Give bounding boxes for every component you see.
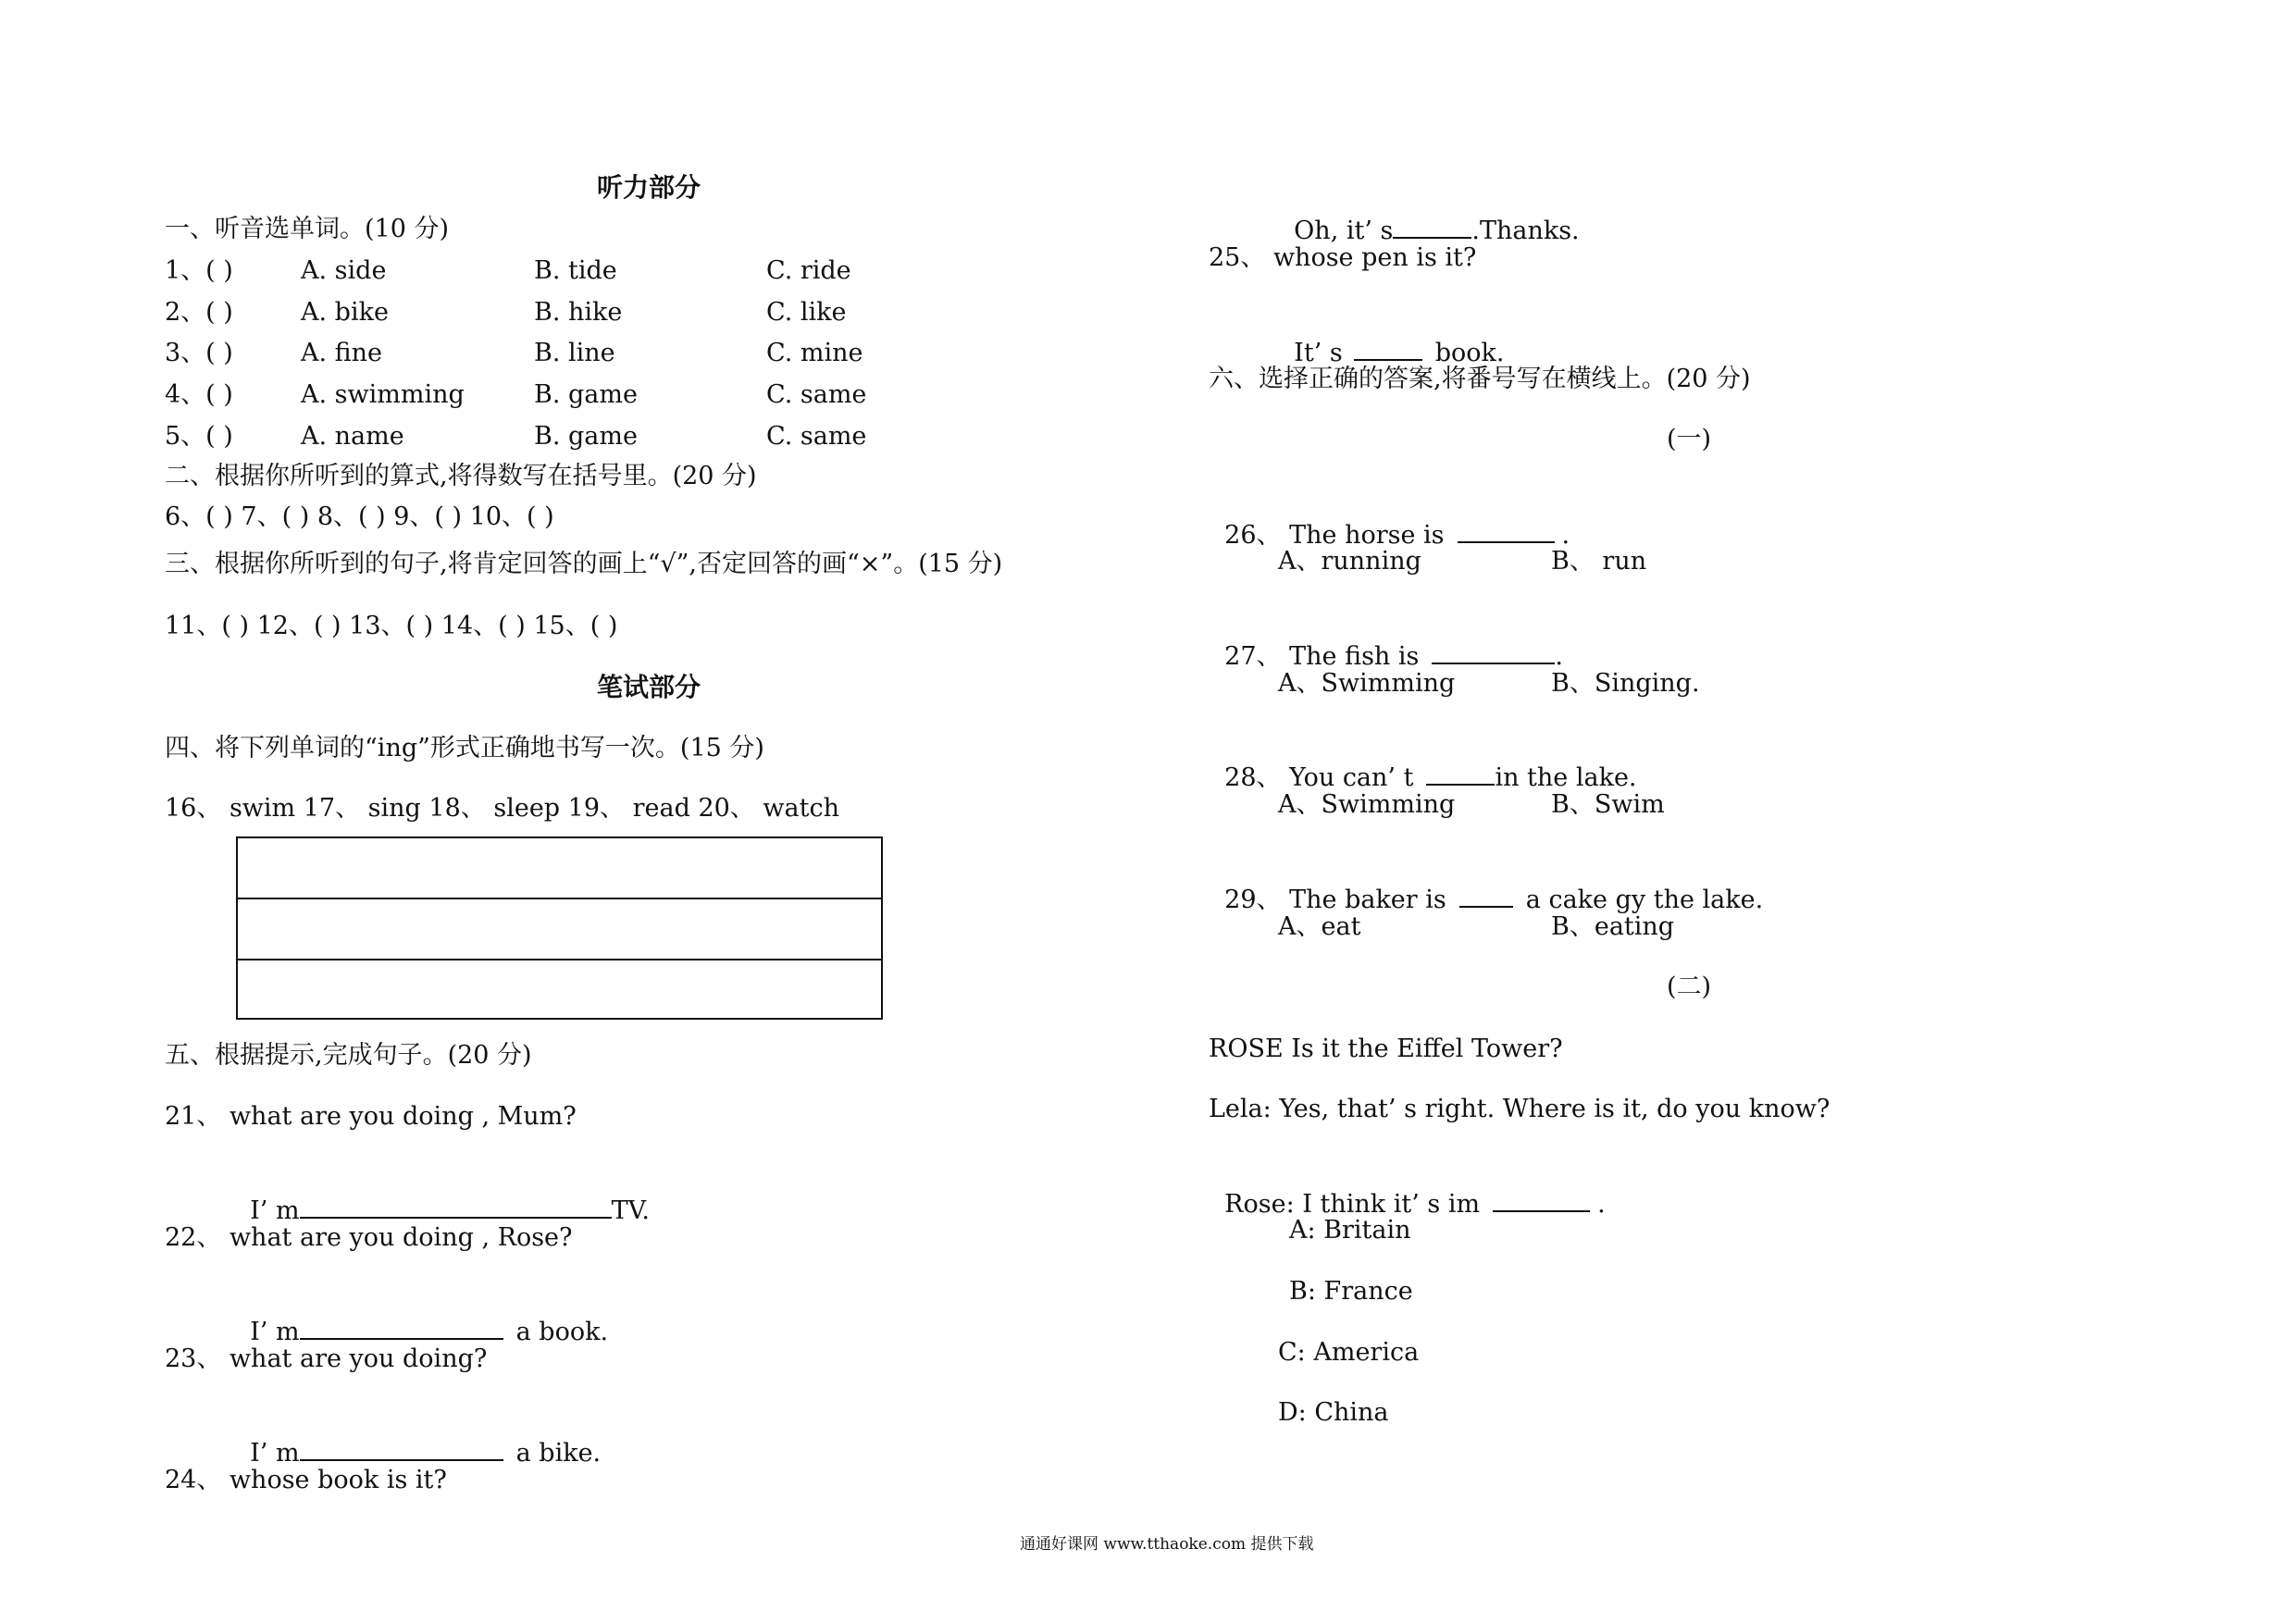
- item-1-option-a: A. side: [301, 256, 387, 285]
- section-4-word-list: 16、 swim 17、 sing 18、 sleep 19、 read 20、 watch: [165, 794, 839, 823]
- question-21: 21、 what are you doing , Mum?: [165, 1102, 577, 1131]
- question-24: 24、 whose book is it?: [165, 1466, 447, 1494]
- item-1-option-c: C. ride: [766, 256, 851, 285]
- answer-21-blank[interactable]: [300, 1193, 612, 1219]
- answer-25-suffix: book.: [1434, 339, 1505, 367]
- question-29-blank[interactable]: [1459, 882, 1513, 908]
- dialogue-option-a: A: Britain: [1289, 1216, 1411, 1245]
- item-2-option-a: A. bike: [301, 298, 389, 327]
- answer-23: [234, 1404, 601, 1469]
- answer-22-prefix: I’ m: [250, 1318, 300, 1346]
- item-4-option-a: A. swimming: [301, 380, 465, 409]
- answer-21-prefix: I’ m: [250, 1196, 300, 1225]
- writing-row[interactable]: [238, 960, 881, 1022]
- option-28-b: B、Swim: [1551, 790, 1665, 819]
- item-5-option-b: B. game: [534, 422, 638, 451]
- item-3-number: 3、( ): [165, 339, 233, 367]
- question-26-text: 26、 The horse is: [1224, 521, 1445, 550]
- dialogue-line-3: [1209, 1155, 1606, 1220]
- section-5-title: 五、根据提示,完成句子。(20 分): [165, 1041, 532, 1070]
- footer-credit: 通通好课网 www.tthaoke.com 提供下载: [1020, 1535, 1314, 1554]
- item-4-number: 4、( ): [165, 380, 233, 409]
- question-29-end: a cake gy the lake.: [1525, 886, 1764, 914]
- answer-22-blank[interactable]: [300, 1314, 503, 1340]
- dialogue-option-b: B: France: [1289, 1277, 1413, 1306]
- item-4-option-b: B. game: [534, 380, 638, 409]
- dialogue-blank[interactable]: [1493, 1186, 1590, 1212]
- question-23: 23、 what are you doing?: [165, 1344, 488, 1373]
- item-5-option-c: C. same: [766, 422, 867, 451]
- item-4-option-c: C. same: [766, 380, 867, 409]
- question-28-blank[interactable]: [1426, 760, 1495, 786]
- dialogue-line-3-end: .: [1597, 1190, 1606, 1219]
- section-6-part-2-label: (二): [1667, 973, 1712, 1001]
- question-28: [1209, 728, 1637, 794]
- writing-row[interactable]: [238, 838, 881, 899]
- item-5-option-a: A. name: [301, 422, 404, 451]
- dialogue-option-d: D: China: [1278, 1398, 1389, 1427]
- listening-heading: 听力部分: [597, 172, 701, 203]
- answer-24-suffix: .Thanks.: [1471, 217, 1580, 245]
- question-27: [1209, 607, 1563, 673]
- option-26-a: A、running: [1278, 547, 1421, 576]
- question-28-end: in the lake.: [1495, 763, 1637, 792]
- section-2-title: 二、根据你所听到的算式,将得数写在括号里。(20 分): [165, 462, 757, 490]
- question-27-end: .: [1555, 642, 1563, 671]
- answer-23-blank[interactable]: [300, 1435, 503, 1461]
- section-3-title: 三、根据你所听到的句子,将肯定回答的画上“√”,否定回答的画“×”。(15 分): [165, 550, 1003, 578]
- item-2-option-c: C. like: [766, 298, 847, 327]
- option-26-b: B、 run: [1551, 547, 1647, 576]
- writing-row[interactable]: [238, 899, 881, 960]
- answer-21-suffix: TV.: [611, 1196, 650, 1225]
- item-2-option-b: B. hike: [534, 298, 623, 327]
- answer-24: [1278, 181, 1580, 247]
- answer-22-suffix: a book.: [515, 1318, 609, 1346]
- option-29-b: B、eating: [1551, 912, 1675, 941]
- item-5-number: 5、( ): [165, 422, 233, 451]
- option-29-a: A、eat: [1278, 912, 1361, 941]
- dialogue-option-c: C: America: [1278, 1338, 1420, 1367]
- answer-22: [234, 1282, 608, 1348]
- question-22: 22、 what are you doing , Rose?: [165, 1223, 573, 1252]
- section-3-answer-line: 11、( ) 12、( ) 13、( ) 14、( ) 15、( ): [165, 612, 618, 640]
- answer-24-prefix: Oh, it’ s: [1294, 217, 1394, 245]
- question-27-text: 27、 The fish is: [1224, 642, 1420, 671]
- item-3-option-a: A. fine: [301, 339, 383, 367]
- answer-21: [234, 1161, 650, 1227]
- section-2-answer-line: 6、( ) 7、( ) 8、( ) 9、( ) 10、( ): [165, 502, 554, 531]
- item-3-option-b: B. line: [534, 339, 615, 367]
- section-6-part-1-label: (一): [1667, 425, 1712, 453]
- section-4-title: 四、将下列单词的“ing”形式正确地书写一次。(15 分): [165, 734, 764, 762]
- question-26: [1209, 486, 1570, 551]
- section-6-title: 六、选择正确的答案,将番号写在横线上。(20 分): [1209, 365, 1751, 393]
- dialogue-line-3-text: Rose: I think it’ s im: [1224, 1190, 1481, 1219]
- question-29-text: 29、 The baker is: [1224, 886, 1446, 914]
- item-1-number: 1、( ): [165, 256, 233, 285]
- question-26-end: .: [1561, 521, 1570, 550]
- question-25: 25、 whose pen is it?: [1209, 243, 1477, 272]
- option-27-b: B、Singing.: [1551, 669, 1700, 698]
- item-1-option-b: B. tide: [534, 256, 617, 285]
- writing-table: [236, 836, 883, 1020]
- question-27-blank[interactable]: [1432, 638, 1555, 664]
- option-27-a: A、Swimming: [1278, 669, 1456, 698]
- question-28-text: 28、 You can’ t: [1224, 763, 1414, 792]
- answer-24-blank[interactable]: [1393, 213, 1471, 239]
- answer-23-prefix: I’ m: [250, 1439, 300, 1468]
- answer-23-suffix: a bike.: [515, 1439, 602, 1468]
- answer-25-prefix: It’ s: [1294, 339, 1343, 367]
- question-29: [1209, 850, 1763, 916]
- section-1-title: 一、听音选单词。(10 分): [165, 215, 450, 243]
- answer-25: [1278, 304, 1504, 369]
- item-2-number: 2、( ): [165, 298, 233, 327]
- dialogue-line-2: Lela: Yes, that’ s right. Where is it, do you know?: [1209, 1095, 1831, 1123]
- option-28-a: A、Swimming: [1278, 790, 1456, 819]
- question-26-blank[interactable]: [1458, 517, 1555, 543]
- written-heading: 笔试部分: [597, 672, 701, 702]
- dialogue-line-1: ROSE Is it the Eiffel Tower?: [1209, 1035, 1563, 1063]
- answer-25-blank[interactable]: [1354, 335, 1422, 361]
- item-3-option-c: C. mine: [766, 339, 863, 367]
